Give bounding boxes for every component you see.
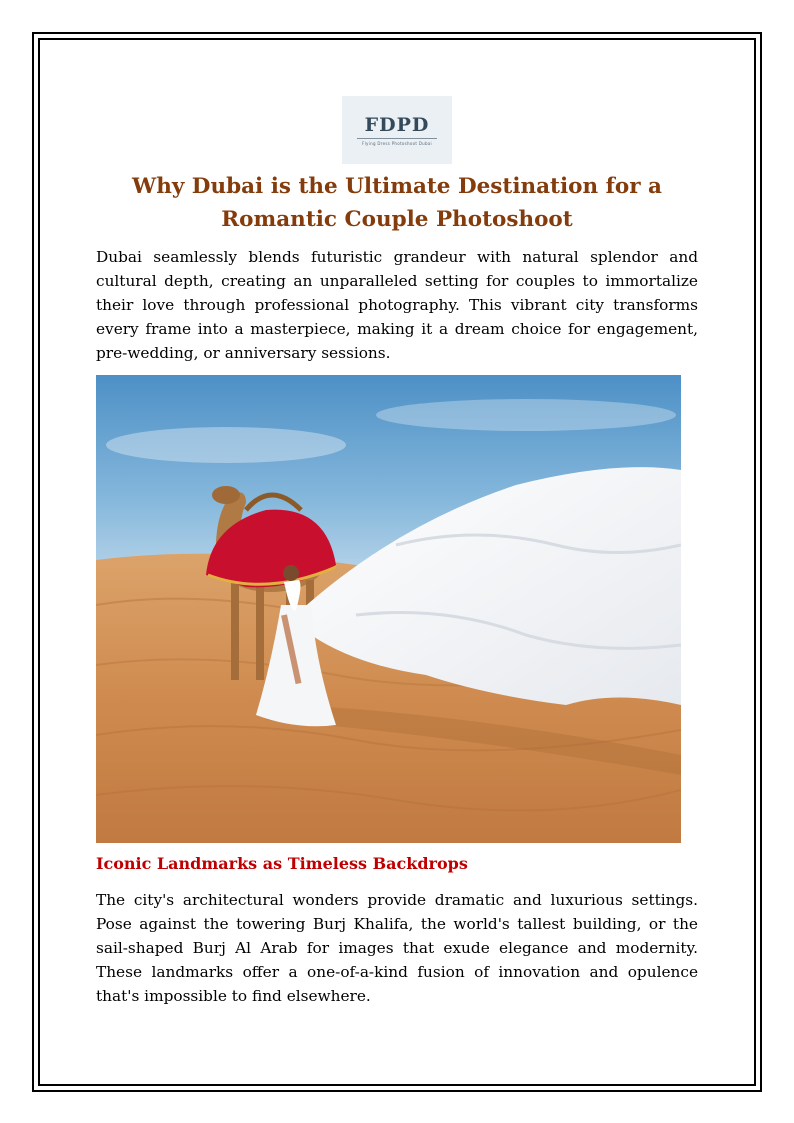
logo-tagline: Flying Dress Photoshoot Dubai <box>362 140 432 146</box>
section-heading: Iconic Landmarks as Timeless Backdrops <box>96 854 468 873</box>
section-paragraph: The city's architectural wonders provide dramatic and luxurious settings. Pose against the towering Burj Khalifa, the world's tallest building, or the sail-shaped Burj Al Arab for images that exude elegance and modernity. These landmarks offer a one-of-a-kind fusion of innovation and opulence that's impossible to find elsewhere. <box>96 891 698 1005</box>
logo-divider <box>357 138 437 139</box>
desert-photoshoot-image <box>96 375 681 843</box>
article-title: Why Dubai is the Ultimate Destination for a Romantic Couple Photoshoot <box>132 174 662 232</box>
fdpd-logo <box>342 96 452 164</box>
intro-paragraph: Dubai seamlessly blends futuristic grandeur with natural splendor and cultural depth, creating an unparalleled setting for couples to immortalize their love through professional photography. This vibrant city transforms every frame into a masterpiece, making it a dream choice for engagement, pre-wedding, or anniversary sessions. <box>96 248 698 362</box>
logo-mark: FDPD <box>364 113 430 136</box>
